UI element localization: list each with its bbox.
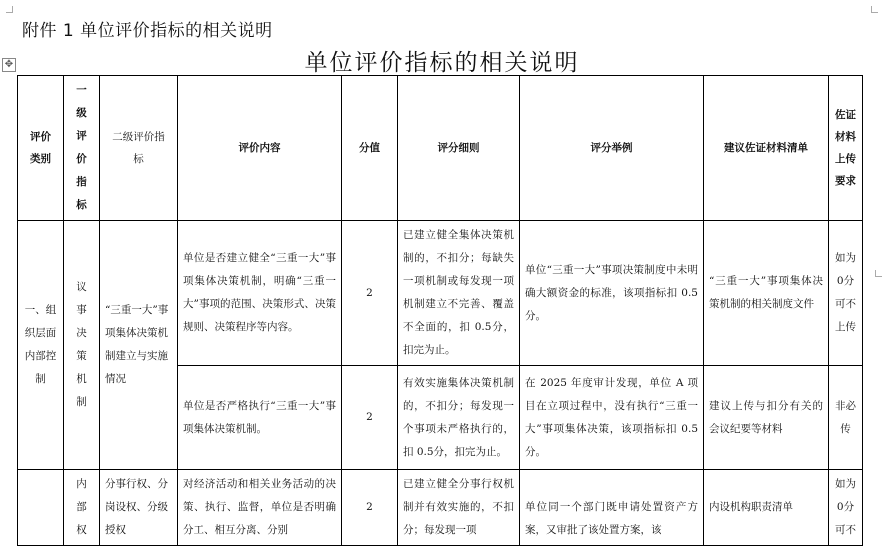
table-move-handle-icon[interactable]: ✥ bbox=[2, 58, 16, 72]
content-cell: 对经济活动和相关业务活动的决策、执行、监督，单位是否明确分工、相互分离、分别 bbox=[178, 470, 342, 546]
level1-cell: 内部权 bbox=[64, 470, 100, 546]
header-upload: 佐证材料上传要求 bbox=[829, 76, 863, 221]
table-header-row bbox=[18, 76, 863, 221]
category-cell: 一、组织层面内部控制 bbox=[18, 221, 64, 470]
example-cell: 在 2025 年度审计发现，单位 A 项目在立项过程中，没有执行“三重一大”事项集体决策，该项指标扣 0.5分。 bbox=[520, 366, 704, 470]
page-corner-mark bbox=[871, 6, 878, 13]
upload-cell: 如为0分可不 bbox=[829, 470, 863, 546]
rules-cell: 已建立健全分事行权机制并有效实施的，不扣分；每发现一项 bbox=[398, 470, 520, 546]
document-title: 单位评价指标的相关说明 bbox=[304, 50, 580, 76]
header-category: 评价类别 bbox=[18, 76, 64, 221]
header-example: 评分举例 bbox=[520, 76, 704, 221]
header-content: 评价内容 bbox=[178, 76, 342, 221]
materials-cell: 内设机构职责清单 bbox=[704, 470, 829, 546]
header-level2: 二级评价指标 bbox=[100, 76, 178, 221]
rules-cell: 有效实施集体决策机制的，不扣分；每发现一个事项未严格执行的，扣 0.5分，扣完为止。 bbox=[398, 366, 520, 470]
upload-cell: 如为0分可不上传 bbox=[829, 221, 863, 366]
score-cell: 2 bbox=[342, 221, 398, 366]
table-row bbox=[18, 470, 863, 546]
example-cell: 单位同一个部门既申请处置资产方案，又审批了该处置方案，该 bbox=[520, 470, 704, 546]
header-materials: 建议佐证材料清单 bbox=[704, 76, 829, 221]
rules-cell: 已建立健全集体决策机制的，不扣分；每缺失一项机制或每发现一项机制建立不完善、覆盖不全面的，扣 0.5分，扣完为止。 bbox=[398, 221, 520, 366]
materials-cell: 建议上传与扣分有关的会议纪要等材料 bbox=[704, 366, 829, 470]
category-cell-empty bbox=[18, 470, 64, 546]
header-score: 分值 bbox=[342, 76, 398, 221]
level1-cell: 议事决策机制 bbox=[64, 221, 100, 470]
page-corner-mark bbox=[6, 6, 13, 13]
upload-cell: 非必传 bbox=[829, 366, 863, 470]
score-cell: 2 bbox=[342, 366, 398, 470]
content-cell: 单位是否建立健全“三重一大”事项集体决策机制，明确“三重一大”事项的范围、决策形式、决策规则、决策程序等内容。 bbox=[178, 221, 342, 366]
score-cell: 2 bbox=[342, 470, 398, 546]
page-corner-mark bbox=[875, 270, 882, 277]
table-row bbox=[18, 221, 863, 366]
materials-cell: “三重一大”事项集体决策机制的相关制度文件 bbox=[704, 221, 829, 366]
header-level1: 一级评价指标 bbox=[64, 76, 100, 221]
level2-cell: “三重一大”事项集体决策机制建立与实施情况 bbox=[100, 221, 178, 470]
level2-cell: 分事行权、分岗设权、分级授权 bbox=[100, 470, 178, 546]
content-cell: 单位是否严格执行“三重一大”事项集体决策机制。 bbox=[178, 366, 342, 470]
example-cell: 单位“三重一大”事项决策制度中未明确大额资金的标准，该项指标扣 0.5分。 bbox=[520, 221, 704, 366]
evaluation-table bbox=[17, 75, 863, 546]
annex-label: 附件 1 单位评价指标的相关说明 bbox=[22, 21, 273, 41]
header-rules: 评分细则 bbox=[398, 76, 520, 221]
